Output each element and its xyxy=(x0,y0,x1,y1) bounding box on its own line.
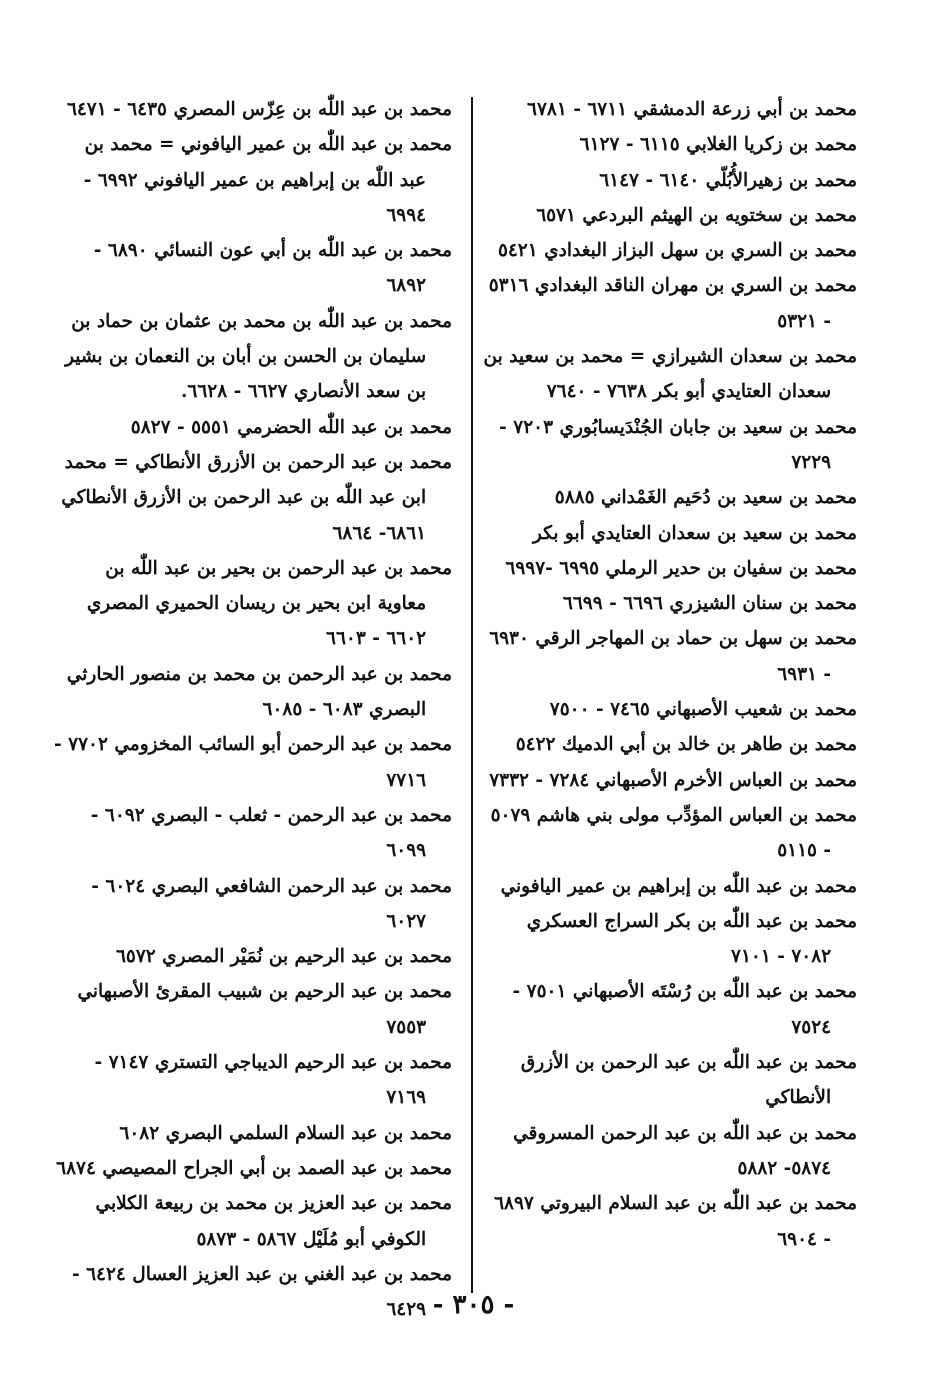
index-entry: محمد بن سهل بن حماد بن المهاجر الرقي ٦٩٣٠ - ٦٩٣١ xyxy=(489,628,857,685)
index-entry: محمد بن طاهر بن خالد بن أبي الدميك ٥٤٢٢ xyxy=(515,734,857,756)
index-entry: محمد بن عبد اللّٰه بن عبد الرحمن بن الأزرق الأنطاكي xyxy=(520,1052,857,1109)
index-entry: محمد بن شعيب الأصبهاني ٧٤٦٥ - ٧٥٠٠ xyxy=(549,699,857,721)
index-entry: محمد بن عبد العزيز بن محمد بن ربيعة الكلابي الكوفي أبو مُلَيْل ٥٨٦٧ - ٥٨٧٣ xyxy=(95,1193,452,1250)
index-entry: محمد بن عبد اللّٰه بن رُسْتَه الأصبهاني ٧٥٠١ - ٧٥٢٤ xyxy=(512,981,857,1038)
index-entry: محمد بن عبد الصمد بن أبي الجراح المصيصي ٦٨٧٤ xyxy=(56,1157,452,1179)
index-entry: محمد بن عبد اللّٰه بن عِزّس المصري ٦٤٣٥ - ٦٤٧١ xyxy=(66,99,452,120)
index-entry: محمد بن زكريا الغلابي ٦١١٥ - ٦١٢٧ xyxy=(579,134,857,156)
index-entry: محمد بن عبد الرحمن بن بحير بن عبد اللّٰه بن معاوية ابن بحير بن ريسان الحميري المصري ٦٦٠٢ - ٦٦٠٣ xyxy=(86,557,452,650)
index-entry: محمد بن عبد الرحيم بن شبيب المقرئ الأصبهاني ٧٥٥٣ xyxy=(77,981,452,1038)
index-entry: محمد بن سعدان الشيرازي = محمد بن سعيد بن سعدان العتايدي أبو بكر ٧٦٣٨ - ٧٦٤٠ xyxy=(483,346,857,403)
index-entry: محمد بن عبد الرحمن الشافعي البصري ٦٠٢٤ - ٦٠٢٧ xyxy=(91,875,452,932)
index-entry: محمد بن عبد الرحيم الديباجي التستري ٧١٤٧ - ٧١٦٩ xyxy=(94,1052,452,1109)
index-entry: محمد بن عبد اللّٰه بن عمير اليافوني = محمد بن عبد اللّٰه بن إبراهيم بن عمير اليافوني ٦٩٩٢ - ٦٩٩٤ xyxy=(83,134,452,226)
index-entry: محمد بن عبد اللّٰه بن محمد بن عثمان بن حماد بن سليمان بن الحسن بن أبان بن النعمان بن بشير بن سعد الأنصاري ٦٦٢٧ - ٦٦٢٨. xyxy=(65,310,452,403)
index-entry: محمد بن سعيد بن دُحَيم الغَمْداني ٥٨٨٥ xyxy=(554,487,857,509)
index-entry: محمد بن عبد اللّٰه بن إبراهيم بن عمير اليافوني xyxy=(500,875,857,897)
index-entry: محمد بن سنان الشيزري ٦٦٩٦ - ٦٦٩٩ xyxy=(562,593,857,615)
index-entry: محمد بن زهيرالأُبُلّي ٦١٤٠ - ٦١٤٧ xyxy=(599,169,857,191)
index-entry: محمد بن عبد اللّٰه بن بكر السراج العسكري ٧٠٨٢ - ٧١٠١ xyxy=(526,910,857,968)
index-entry: محمد بن عبد اللّٰه الحضرمي ٥٥٥١ - ٥٨٢٧ xyxy=(130,416,452,438)
index-entry: محمد بن عبد الرحمن أبو السائب المخزومي ٧٧٠٢ - ٧٧١٦ xyxy=(54,734,452,791)
index-entry: محمد بن سعيد بن جابان الجُنْدَيسابُوري ٧٢٠٣ - ٧٢٢٩ xyxy=(499,416,857,473)
index-entry: محمد بن سعيد بن سعدان العتايدي أبو بكر xyxy=(532,522,857,544)
index-entry: محمد بن السري بن مهران الناقد البغدادي ٥٣١٦ - ٥٣٢١ xyxy=(488,275,857,332)
index-entry: محمد بن العباس المؤدِّب مولى بني هاشم ٥٠٧٩ - ٥١١٥ xyxy=(490,804,857,862)
left-column xyxy=(52,92,452,1327)
index-entry: محمد بن سختويه بن الهيثم البردعي ٦٥٧١ xyxy=(536,204,857,226)
index-entry: محمد بن عبد اللّٰه بن عبد الرحمن المسروقي ٥٨٧٤- ٥٨٨٢ xyxy=(513,1122,857,1179)
right-column xyxy=(481,92,857,1257)
index-entry: محمد بن أبي زرعة الدمشقي ٦٧١١ - ٦٧٨١ xyxy=(527,99,857,120)
index-entry: محمد بن عبد اللّٰه بن عبد السلام البيروتي ٦٨٩٧ - ٦٩٠٤ xyxy=(494,1193,857,1250)
index-entry: محمد بن العباس الأخرم الأصبهاني ٧٢٨٤ - ٧٣٣٢ xyxy=(489,769,857,791)
index-entry: محمد بن عبد الرحمن بن محمد بن منصور الحارثي البصري ٦٠٨٣ - ٦٠٨٥ xyxy=(66,663,452,721)
column-divider xyxy=(471,97,473,1293)
index-entry: محمد بن عبد الرحمن بن الأزرق الأنطاكي = محمد ابن عبد اللّٰه بن عبد الرحمن بن الأزرق الأنطاكي ٦٨٦١- ٦٨٦٤ xyxy=(61,451,452,544)
index-entry: محمد بن عبد السلام السلمي البصري ٦٠٨٢ xyxy=(119,1122,452,1144)
index-entry: محمد بن السري بن سهل البزاز البغدادي ٥٤٢١ xyxy=(497,240,857,262)
index-entry: محمد بن عبد اللّٰه بن أبي عون النسائي ٦٨٩٠ - ٦٨٩٢ xyxy=(93,240,452,297)
page-number: - ٣٠٥ - xyxy=(432,1290,515,1320)
index-entry: محمد بن عبد الغني بن عبد العزيز العسال ٦٤٢٤ - ٦٤٢٩ xyxy=(71,1263,452,1321)
index-entry: محمد بن عبد الرحيم بن نُمَيْر المصري ٦٥٧٢ xyxy=(115,946,452,968)
index-entry: محمد بن عبد الرحمن - ثعلب - البصري ٦٠٩٢ - ٦٠٩٩ xyxy=(90,804,452,862)
index-entry: محمد بن سفيان بن حدير الرملي ٦٩٩٥ -٦٩٩٧ xyxy=(505,557,857,579)
